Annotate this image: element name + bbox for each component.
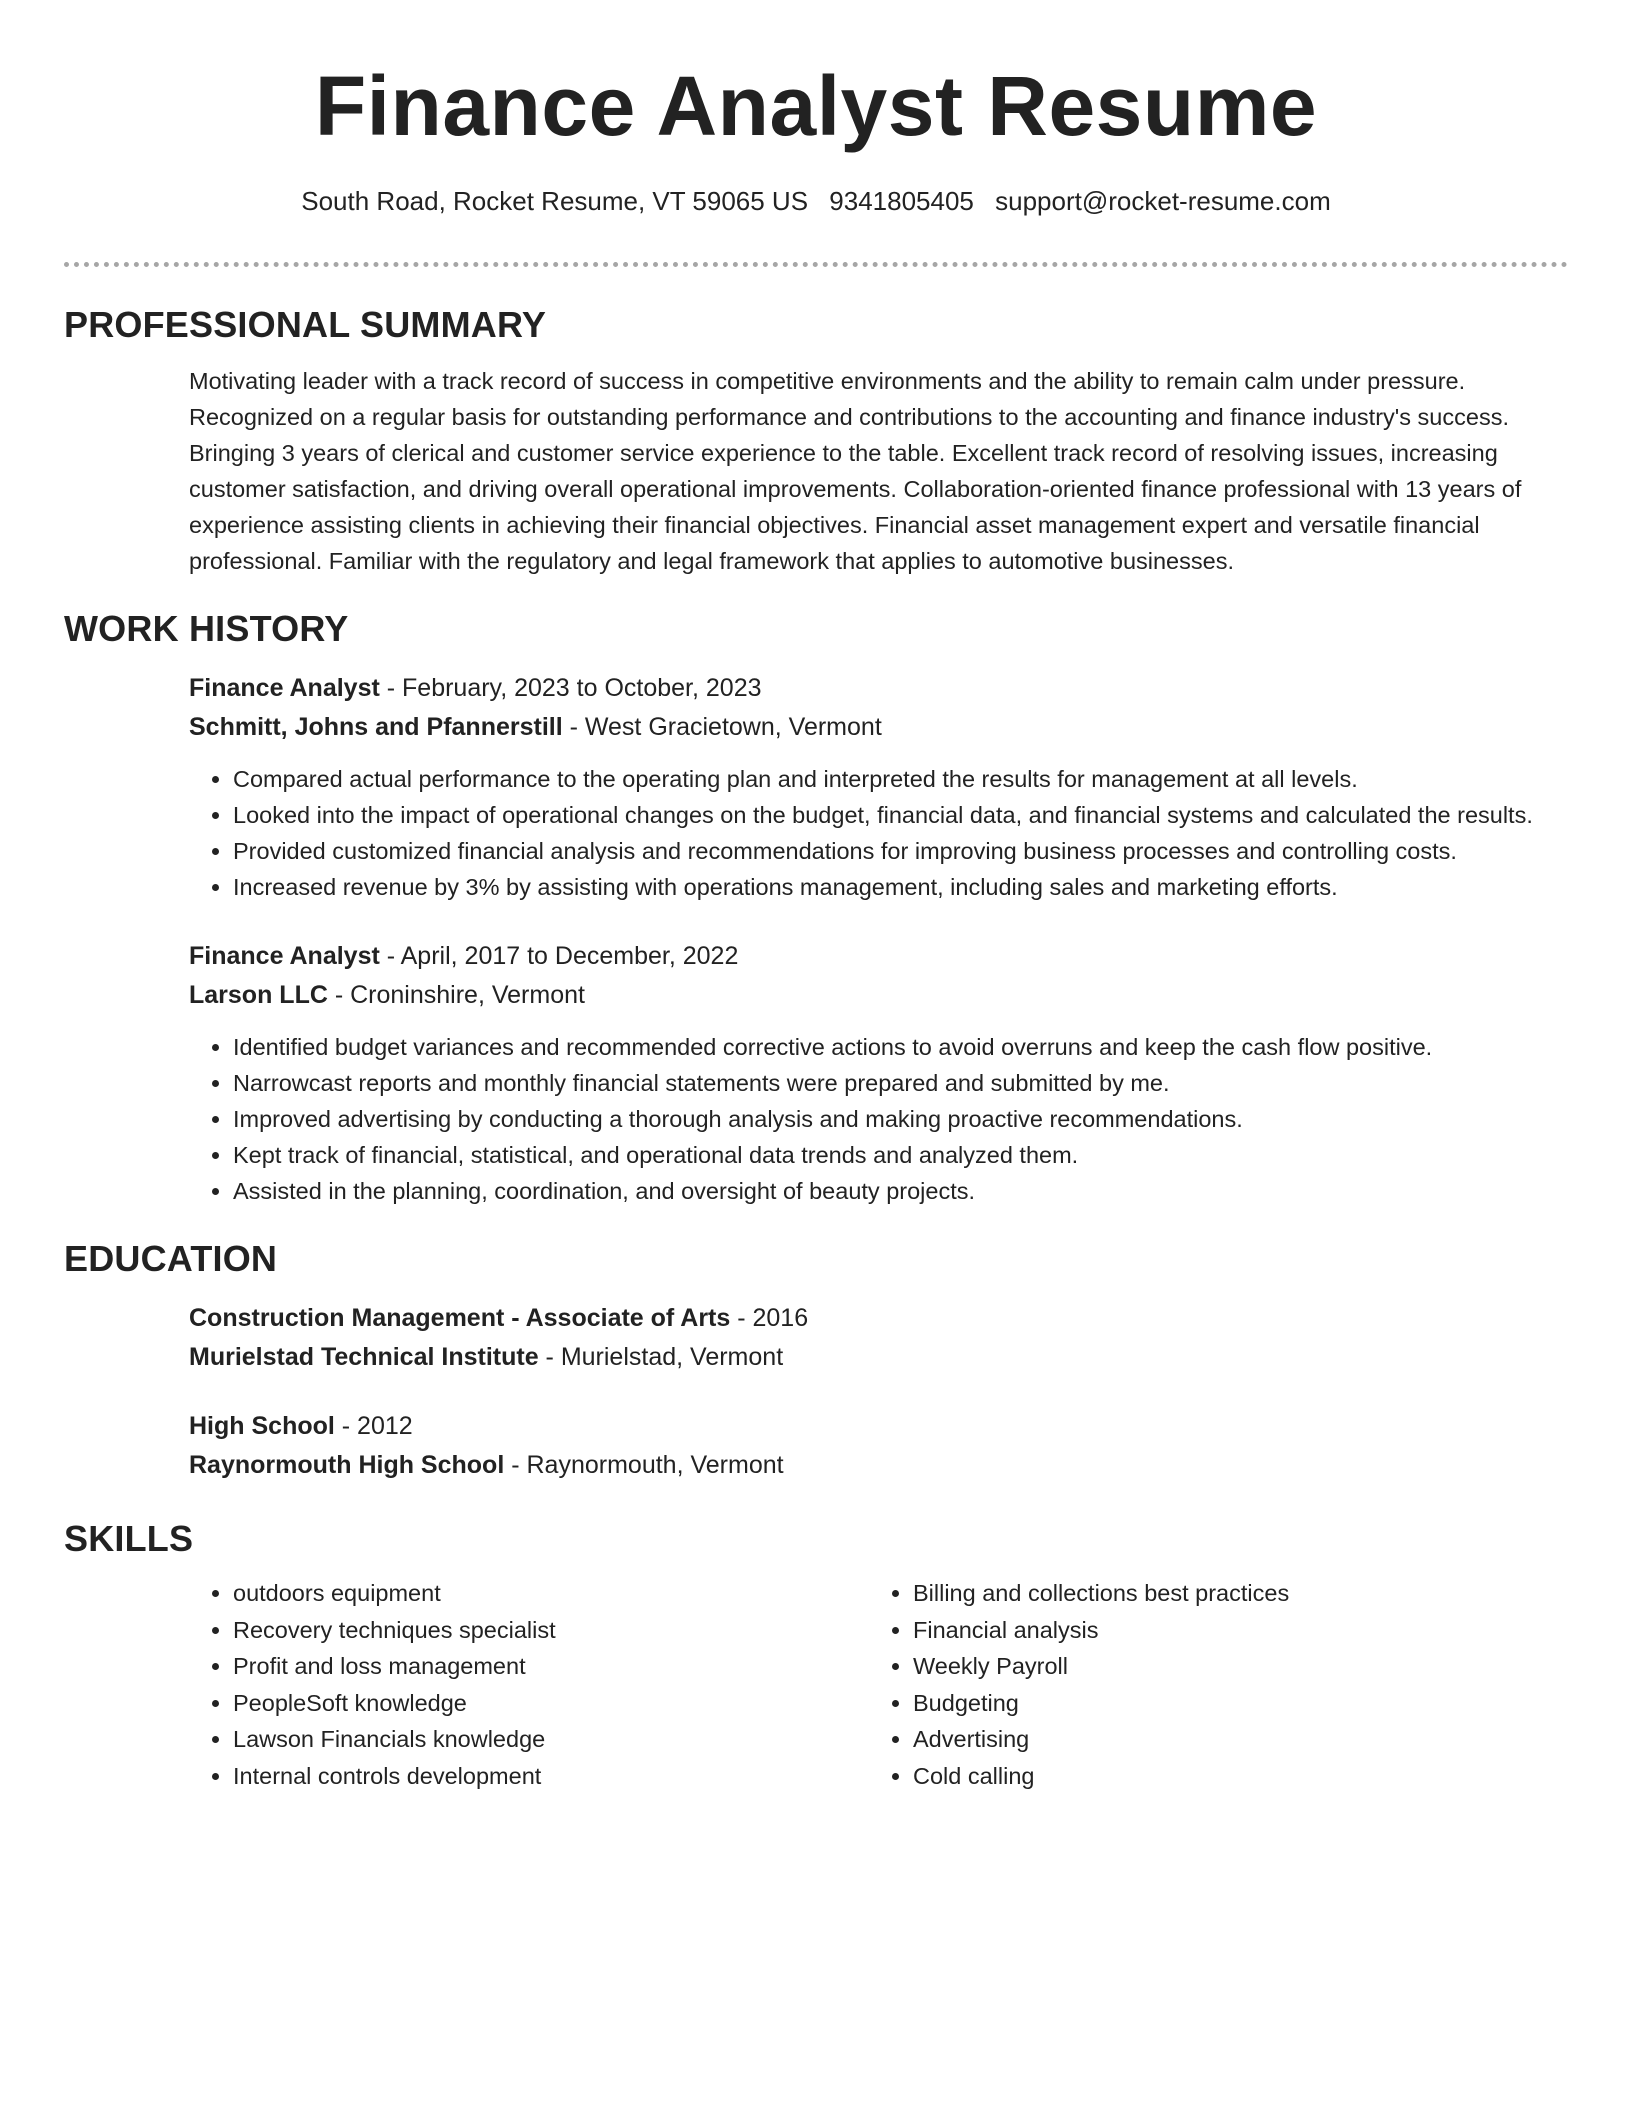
list-item: • Looked into the impact of operational changes on the budget, financial data, and financial systems and calculated the results.: [233, 797, 1568, 833]
summary-section: [64, 303, 1568, 579]
list-item: • Advertising: [913, 1721, 1549, 1758]
list-item: • Budgeting: [913, 1685, 1549, 1722]
education-year: - 2016: [730, 1304, 809, 1332]
list-item: • Improved advertising by conducting a thorough analysis and making proactive recommendations.: [233, 1101, 1568, 1137]
list-item: • Internal controls development: [233, 1758, 869, 1795]
list-item: • Assisted in the planning, coordination, and oversight of beauty projects.: [233, 1173, 1568, 1209]
list-item: • Recovery techniques specialist: [233, 1612, 869, 1649]
section-title-work-history: WORK HISTORY: [64, 608, 349, 649]
skills-section: [64, 1517, 1568, 1794]
list-item: • PeopleSoft knowledge: [233, 1685, 869, 1722]
education-school: Murielstad Technical Institute: [189, 1343, 539, 1371]
header-divider: [64, 262, 1568, 267]
job-company: Schmitt, Johns and Pfannerstill: [189, 713, 563, 741]
job-entry: [189, 937, 1568, 1209]
list-item: • Weekly Payroll: [913, 1648, 1549, 1685]
education-year: - 2012: [334, 1412, 413, 1440]
job-entry: [189, 669, 1568, 905]
education-entry: [189, 1407, 1568, 1485]
list-item: • Financial analysis: [913, 1612, 1549, 1649]
job-role: Finance Analyst: [189, 942, 380, 970]
list-item: • Increased revenue by 3% by assisting with operations management, including sales and marketing efforts.: [233, 869, 1568, 905]
list-item: • Provided customized financial analysis and recommendations for improving business processes and controlling costs.: [233, 833, 1568, 869]
list-item: • Cold calling: [913, 1758, 1549, 1795]
education-degree: High School: [189, 1412, 335, 1440]
list-item: • Kept track of financial, statistical, and operational data trends and analyzed them.: [233, 1137, 1568, 1173]
education-degree-line: [189, 1407, 1568, 1446]
education-school: Raynormouth High School: [189, 1451, 505, 1479]
section-title-education: EDUCATION: [64, 1238, 278, 1279]
education-degree: Construction Management - Associate of Arts: [189, 1304, 731, 1332]
education-body: [189, 1299, 1568, 1485]
list-item: • outdoors equipment: [233, 1575, 869, 1612]
work-history-body: [189, 669, 1568, 1209]
list-item: • Narrowcast reports and monthly financial statements were prepared and submitted by me.: [233, 1065, 1568, 1101]
list-item: • Compared actual performance to the operating plan and interpreted the results for management at all levels.: [233, 761, 1568, 797]
contact-phone: 9341805405: [829, 186, 974, 216]
education-location: - Raynormouth, Vermont: [504, 1451, 784, 1479]
summary-body: [189, 363, 1568, 579]
list-item: • Lawson Financials knowledge: [233, 1721, 869, 1758]
job-company: Larson LLC: [189, 981, 328, 1009]
work-history-section: [64, 607, 1568, 1209]
job-company-line: [189, 708, 1568, 747]
list-item: • Identified budget variances and recommended corrective actions to avoid overruns and keep the cash flow positive.: [233, 1029, 1568, 1065]
job-bullets: [189, 1029, 1568, 1209]
skills-list-left: [189, 1575, 869, 1794]
list-item: • Profit and loss management: [233, 1648, 869, 1685]
job-company-line: [189, 976, 1568, 1015]
education-entry: [189, 1299, 1568, 1377]
section-title-skills: SKILLS: [64, 1518, 194, 1559]
contact-email: support@rocket-resume.com: [995, 186, 1331, 216]
job-title-line: [189, 937, 1568, 976]
job-location: - Croninshire, Vermont: [327, 981, 585, 1009]
section-title-summary: PROFESSIONAL SUMMARY: [64, 304, 547, 345]
job-title-line: [189, 669, 1568, 708]
contact-line: [64, 184, 1568, 218]
education-degree-line: [189, 1299, 1568, 1338]
job-role: Finance Analyst: [189, 674, 380, 702]
education-section: [64, 1237, 1568, 1485]
education-school-line: [189, 1446, 1568, 1485]
education-location: - Murielstad, Vermont: [538, 1343, 784, 1371]
list-item: • Billing and collections best practices: [913, 1575, 1549, 1612]
job-dates: - February, 2023 to October, 2023: [379, 674, 762, 702]
job-dates: - April, 2017 to December, 2022: [379, 942, 739, 970]
skills-list-right: [869, 1575, 1549, 1794]
job-bullets: [189, 761, 1568, 905]
resume-header: [64, 0, 1568, 218]
summary-text: Motivating leader with a track record of success in competitive environments and the ability to remain calm under pressure. Recognized on a regular basis for outstanding performance and contributions to the accounting and finance industry's success. Bringing 3 years of clerical and customer service experience to the table. Excellent track record of resolving issues, increasing customer satisfaction, and driving overall operational improvements. Collaboration-oriented finance professional with 13 years of experience assisting clients in achieving their financial objectives. Financial asset management expert and versatile financial professional. Familiar with the regulatory and legal framework that applies to automotive businesses.: [189, 368, 1522, 574]
job-location: - West Gracietown, Vermont: [562, 713, 882, 741]
education-school-line: [189, 1338, 1568, 1377]
skills-body: [189, 1575, 1568, 1794]
contact-address: South Road, Rocket Resume, VT 59065 US: [301, 186, 809, 216]
resume-title: Finance Analyst Resume: [314, 59, 1318, 153]
